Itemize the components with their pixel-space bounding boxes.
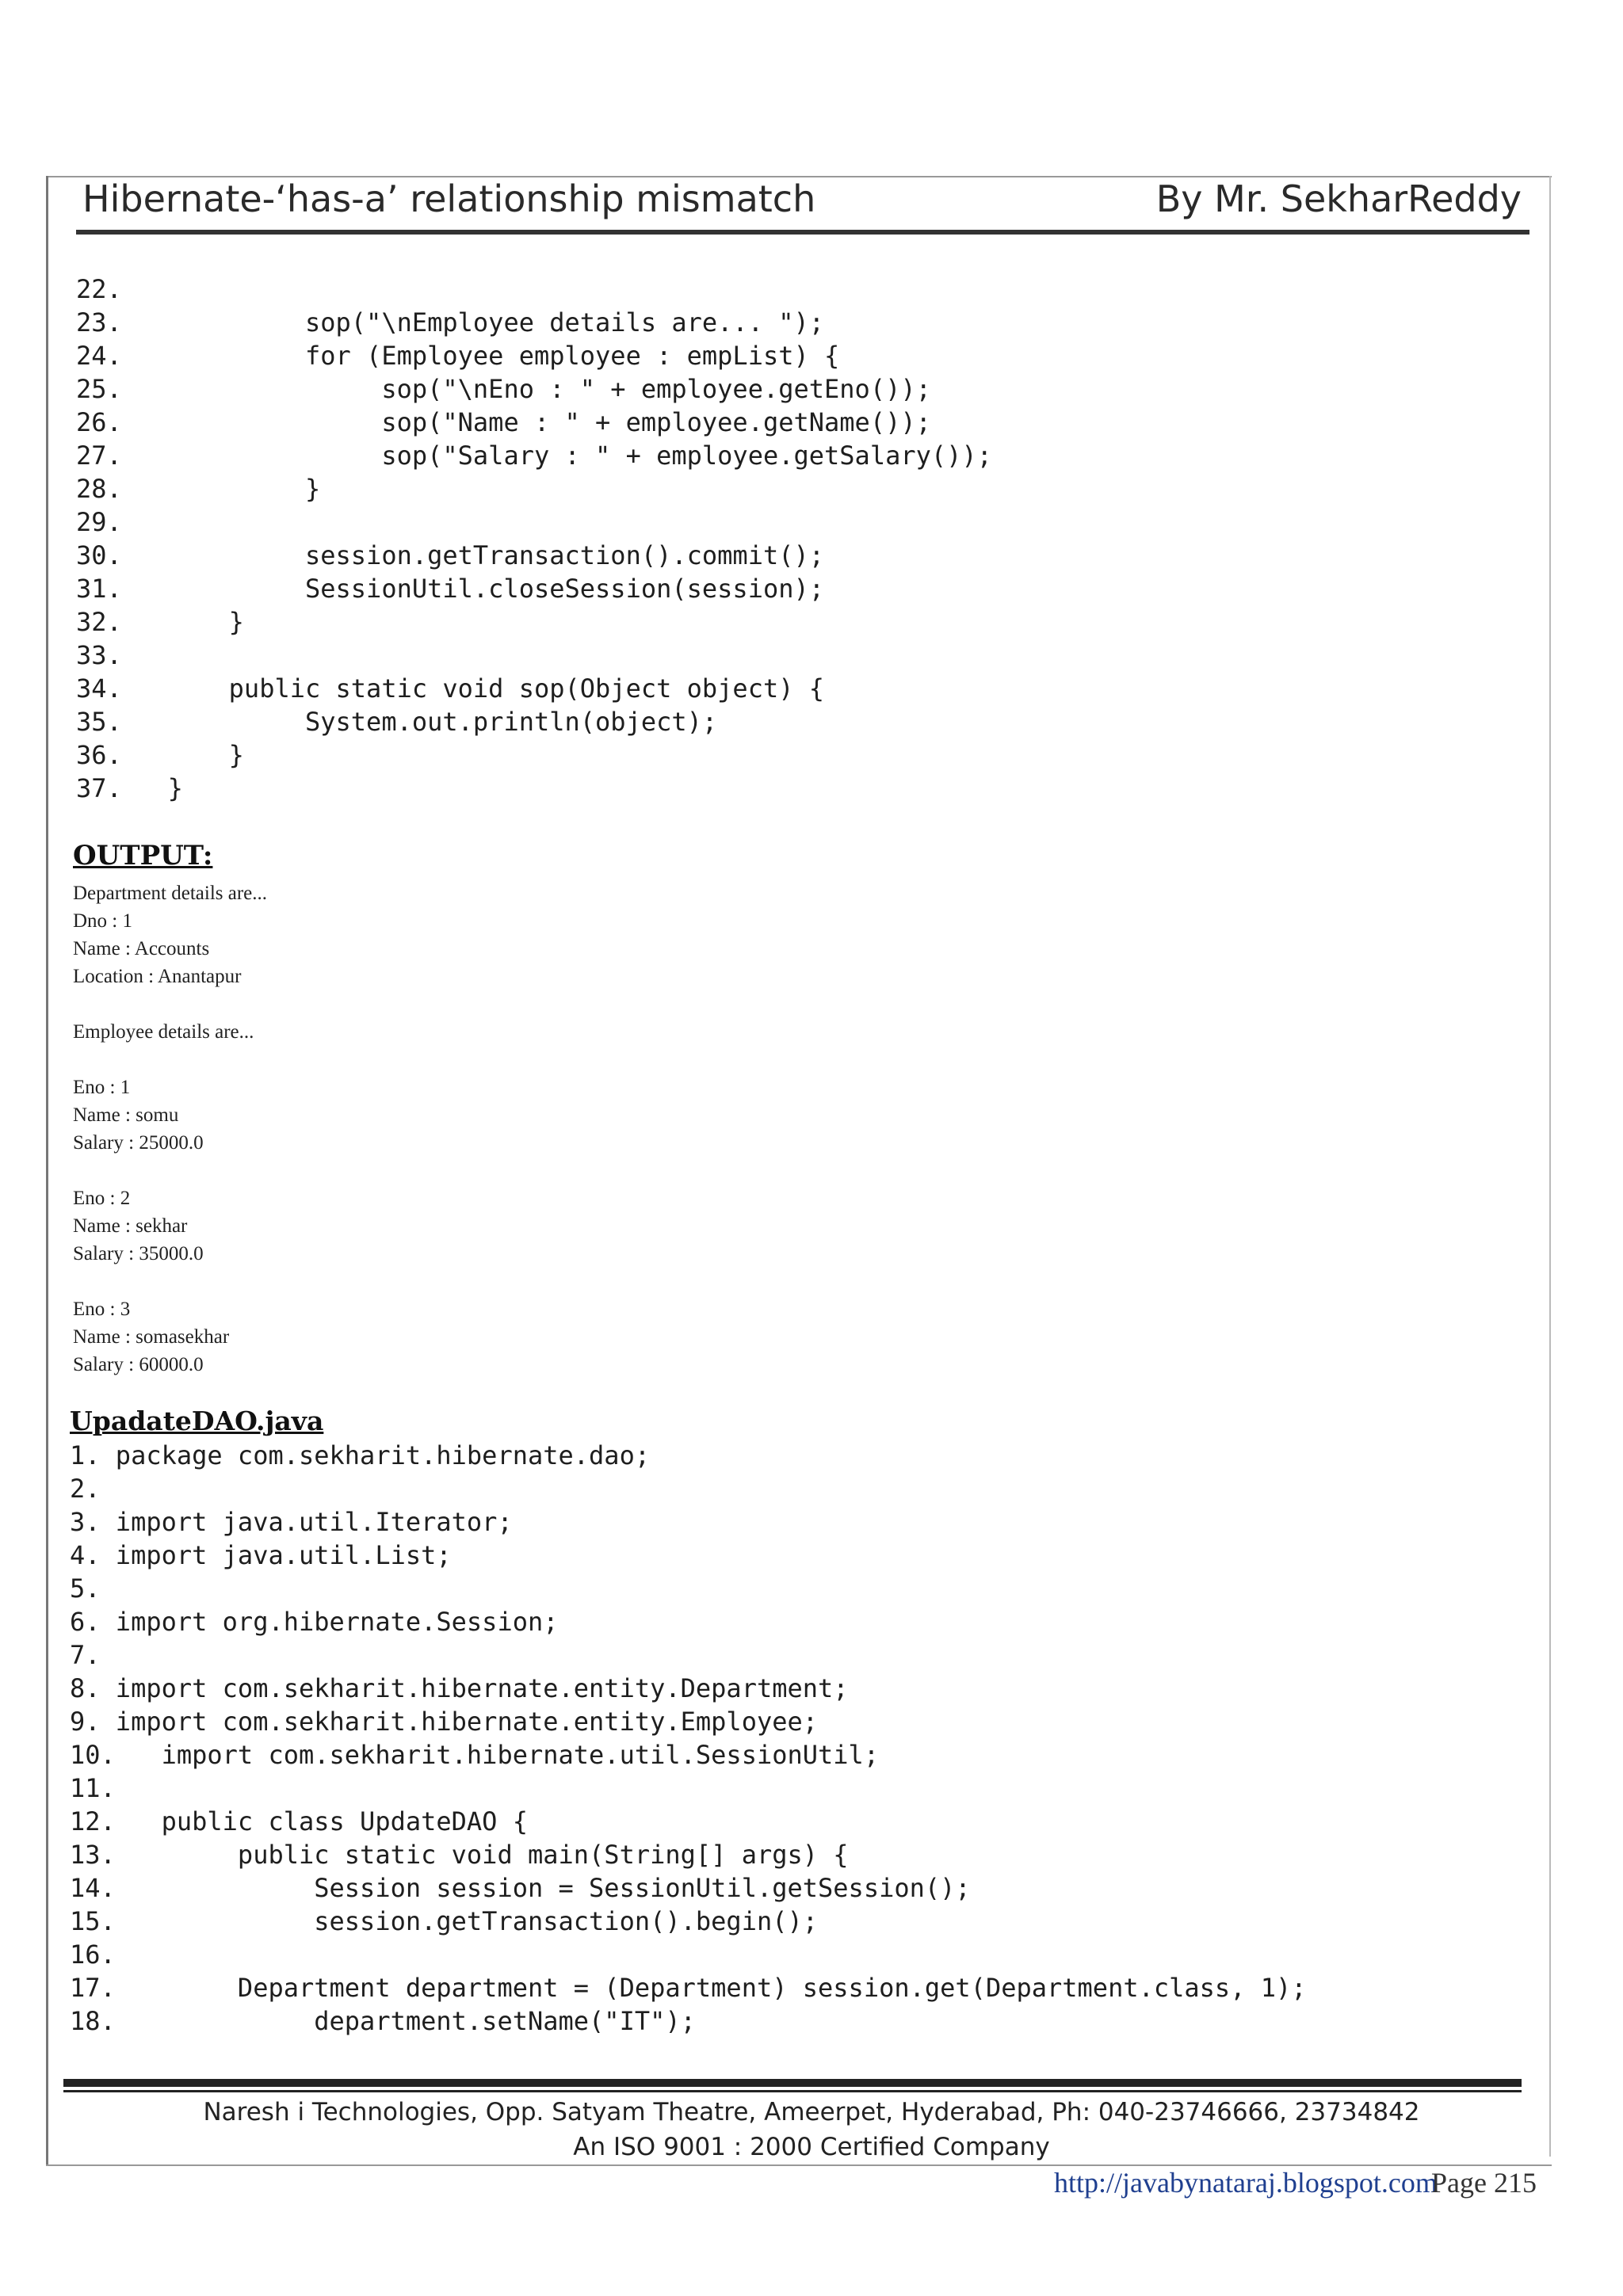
code-line: 6. import org.hibernate.Session; — [70, 1607, 559, 1637]
page-frame-right — [1549, 176, 1551, 2157]
output-line: Eno : 1 — [73, 1077, 131, 1098]
output-line: Eno : 2 — [73, 1188, 131, 1209]
code-line: 11. — [70, 1773, 116, 1803]
output-line: Eno : 3 — [73, 1299, 131, 1320]
update-dao-title: UpadateDAO.java — [70, 1405, 324, 1436]
code-line: 36. } — [76, 740, 244, 770]
output-line: Name : somu — [73, 1104, 179, 1126]
code-line: 2. — [70, 1474, 101, 1504]
code-line: 35. System.out.println(object); — [76, 707, 718, 737]
code-line: 14. Session session = SessionUtil.getSession(); — [70, 1873, 971, 1903]
output-line: Name : somasekhar — [73, 1326, 230, 1348]
code-line: 17. Department department = (Department) session.get(Department.class, 1); — [70, 1973, 1307, 2003]
page-frame-left — [46, 176, 48, 2164]
code-line: 16. — [70, 1939, 116, 1970]
code-line: 10. import com.sekharit.hibernate.util.SessionUtil; — [70, 1740, 880, 1770]
header-rule — [76, 230, 1529, 235]
code-line: 3. import java.util.Iterator; — [70, 1507, 513, 1537]
header-title: Hibernate-‘has-a’ relationship mismatch — [82, 177, 816, 220]
code-line: 9. import com.sekharit.hibernate.entity.Employee; — [70, 1707, 819, 1737]
output-title: OUTPUT: — [73, 840, 213, 871]
code-line: 32. } — [76, 607, 244, 637]
code-line: 1. package com.sekharit.hibernate.dao; — [70, 1440, 651, 1470]
footer-address: Naresh i Technologies, Opp. Satyam Theatre, Ameerpet, Hyderabad, Ph: 040-23746666, 23734842 — [203, 2098, 1420, 2126]
code-line: 29. — [76, 507, 122, 537]
footer-certification: An ISO 9001 : 2000 Certified Company — [573, 2133, 1050, 2161]
output-line — [73, 1268, 267, 1295]
code-line: 23. sop("\nEmployee details are... "); — [76, 307, 825, 338]
code-line: 31. SessionUtil.closeSession(session); — [76, 574, 825, 604]
code-line: 33. — [76, 640, 122, 670]
code-line: 30. session.getTransaction().commit(); — [76, 540, 825, 570]
code-line: 26. sop("Name : " + employee.getName()); — [76, 407, 931, 437]
header-author: By Mr. SekharReddy — [1155, 177, 1522, 220]
code-line: 27. sop("Salary : " + employee.getSalary()); — [76, 441, 992, 471]
output-line — [73, 990, 267, 1018]
output-line — [73, 1046, 267, 1074]
code-line: 24. for (Employee employee : empList) { — [76, 341, 840, 371]
code-line: 18. department.setName("IT"); — [70, 2006, 696, 2036]
footer-rule — [63, 2079, 1522, 2087]
code-line: 8. import com.sekharit.hibernate.entity.Department; — [70, 1673, 849, 1703]
page-number: Page 215 — [1431, 2167, 1537, 2199]
code-block-top — [76, 273, 992, 805]
code-line: 15. session.getTransaction().begin(); — [70, 1906, 819, 1936]
code-line: 4. import java.util.List; — [70, 1540, 452, 1570]
code-line: 13. public static void main(String[] args) { — [70, 1840, 849, 1870]
page-header — [82, 173, 1522, 227]
code-line: 22. — [76, 274, 122, 304]
output-line: Name : Accounts — [73, 938, 210, 959]
output-line: Salary : 35000.0 — [73, 1243, 204, 1264]
output-line: Employee details are... — [73, 1021, 254, 1043]
output-line — [73, 1157, 267, 1184]
output-block — [73, 879, 267, 1379]
footer-url: http://javabynataraj.blogspot.com — [1054, 2167, 1438, 2199]
output-line: Location : Anantapur — [73, 966, 242, 987]
code-line: 5. — [70, 1573, 101, 1604]
code-line: 7. — [70, 1640, 101, 1670]
code-line: 34. public static void sop(Object object) { — [76, 673, 825, 704]
output-line: Name : sekhar — [73, 1215, 188, 1237]
output-line: Salary : 60000.0 — [73, 1354, 204, 1375]
code-line: 25. sop("\nEno : " + employee.getEno()); — [76, 374, 931, 404]
code-line: 37. } — [76, 773, 183, 803]
footer-rule-thin — [63, 2090, 1522, 2092]
output-line: Dno : 1 — [73, 910, 132, 932]
code-line: 28. } — [76, 474, 321, 504]
code-block-update-dao — [70, 1439, 1307, 2038]
output-line: Department details are... — [73, 883, 268, 904]
output-line: Salary : 25000.0 — [73, 1132, 204, 1154]
code-line: 12. public class UpdateDAO { — [70, 1806, 528, 1836]
